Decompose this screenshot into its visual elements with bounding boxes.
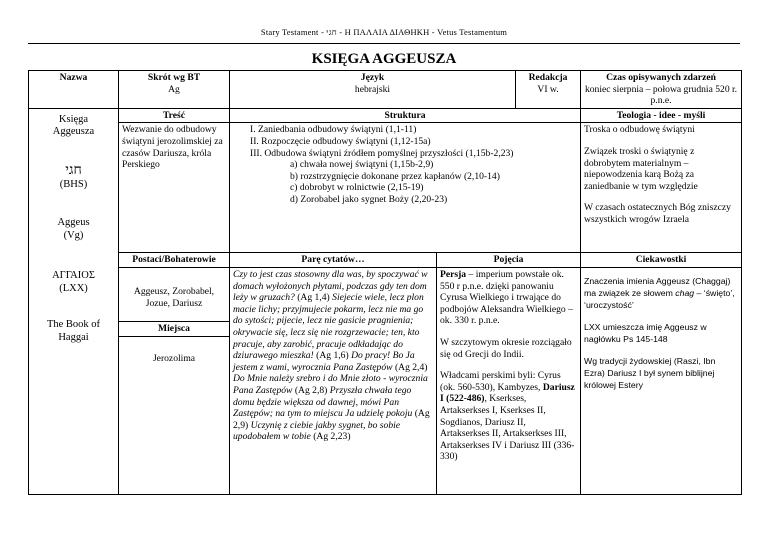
skrot-cell [119, 71, 230, 109]
pojecia-persja-def: – imperium powstałe ok. 550 r p.n.e. dzięki panowaniu Cyrusa Wielkiego i trwające do podbojów Aleksandra Wielkiego – ok. 330 r. p.n.e. [440, 268, 573, 327]
col-header-postaci: Postaci/Bohaterowie [119, 253, 230, 268]
teologia-item: Troska o odbudowę świątyni [584, 124, 695, 136]
redakcja-cell [516, 71, 581, 109]
col-header-struktura: Struktura [230, 108, 581, 123]
pojecia-persja-term: Persja [440, 268, 467, 280]
jezyk-cell [230, 71, 516, 109]
nazwa-english-1: The Book of [46, 319, 101, 331]
nazwa-latin-src: (Vg) [63, 229, 84, 241]
struktura-item: I. Zaniedbania odbudowy świątyni (1,1-11) [250, 124, 417, 136]
struktura-subitem: a) chwała nowej świątyni (1,15b-2,9) [290, 159, 434, 171]
document-header: Stary Testament - חגי - Η ΠΑΛΑΙΑ ΔΙΑΘΗΚΗ - Vetus Testamentum [260, 27, 508, 37]
postaci-value: Aggeusz, Zorobabel, Jozue, Dariusz [133, 285, 215, 309]
nazwa-greek-src: (LXX) [59, 282, 88, 294]
col-header-cytaty: Parę cytatów… [230, 253, 437, 268]
pojecia-persja [440, 269, 577, 327]
postaci-miejsca-cell [119, 267, 230, 494]
col-header-skrot: Skrót wg BT [147, 72, 201, 83]
quote: Przyszła chwała tego domu będzie większa od dawnej, mówi Pan Zastępów; na tym to miejscu Ja udzielę pokoju (Ag 2,9) [233, 384, 430, 431]
pojecia-cell [437, 267, 581, 494]
col-header-pojecia: Pojęcia [437, 253, 581, 268]
quote: Siejecie wiele, lecz plon macie lichy; przyjmujecie pokarm, lecz nie ma go do sytości; pijecie, lecz nie gasicie pragnienia; okrywacie się, lecz się nie rozgrzewacie; ten, kto pracuje, aby zarobić, pracuje odkładając do dziurawego mieszka! (Ag 1,6) [233, 292, 424, 362]
ciekawostki-cell [581, 267, 742, 494]
cytaty-cell [230, 267, 437, 494]
nazwa-latin: Aggeus [57, 217, 90, 229]
nazwa-cell [29, 108, 119, 495]
col-header-czas: Czas opisywanych zdarzeń [606, 72, 716, 83]
col-header-jezyk: Język [360, 72, 385, 83]
redakcja-value: VI w. [537, 83, 559, 95]
czas-value: koniec sierpnia – połowa grudnia 520 r. p.n.e. [584, 83, 738, 107]
nazwa-polish-1: Księga [58, 113, 89, 125]
quote: Do pracy! Bo Ja jestem z wami, wyrocznia Pana Zastępów (Ag 2,4) [233, 350, 428, 373]
struktura-item: III. Odbudowa świątyni źródłem pomyślnej przyszłości (1,15b-2,23) [250, 147, 514, 159]
ciekawostki-item: Wg tradycji żydowskiej (Raszi, Ibn Ezra) Dariusz I był synem biblijnej królowej Estery [584, 355, 716, 390]
quote: Uczynię z ciebie jakby sygnet, bo sobie upodobałem w tobie (Ag 2,23) [233, 419, 401, 443]
quote: Czy to jest czas stosowny dla was, by spoczywać w domach wyłożonych płytami, podczas gdy ten dom leży w gruzach? (Ag 1,4) [233, 268, 428, 304]
struktura-subitem: c) dobrobyt w rolnictwie (2,15-19) [290, 182, 424, 194]
quote: Do Mnie należy srebro i do Mnie złoto - wyrocznia Pana Zastępów (Ag 2,8) [233, 373, 428, 396]
book-info-table [28, 70, 742, 495]
skrot-value: Ag [168, 83, 180, 95]
struktura-subitem: d) Zorobabel jako sygnet Boży (2,20-23) [290, 193, 448, 205]
jezyk-value: hebrajski [354, 83, 391, 95]
miejsca-value: Jerozolima [152, 352, 196, 364]
tresc-text: Wezwanie do odbudowy świątyni jerozolimskiej za czasów Dariusza, króla Perskiego [119, 123, 230, 253]
nazwa-english-2: Haggai [58, 331, 89, 343]
nazwa-hebrew: חגי [65, 162, 82, 178]
pojecia-wladcy: Władcami perskimi byli: Cyrus (ok. 560-530), Kambyzes, Dariusz I (522-486), Kserkses, Artakserkses I, Kserkses II, Sogdianos, Dariusz II, Artakserkses II, Artakserkses III, Artakserkses IV i Dariusz III (336-330) [440, 370, 575, 463]
pojecia-okres: W szczytowym okresie rozciągało się od Grecji do Indii. [440, 336, 572, 360]
col-header-ciekawostki: Ciekawostki [581, 253, 742, 268]
header-divider [28, 43, 740, 44]
col-header-redakcja: Redakcja [528, 72, 568, 83]
col-header-miejsca: Miejsca [119, 321, 229, 337]
czas-cell [581, 71, 742, 109]
struktura-item: II. Rozpoczęcie odbudowy świątyni (1,12-15a) [250, 135, 431, 147]
nazwa-greek: ΑΓΓΑΙΟΣ [52, 270, 95, 282]
nazwa-polish-2: Aggeusza [52, 126, 95, 138]
col-header-teologia: Teologia - idee - myśli [581, 108, 742, 123]
nazwa-bhs: (BHS) [59, 178, 88, 190]
teologia-item: Związek troski o świątynię z dobrobytem materialnym – niepowodzenia karą Bożą za zaniedbanie w tym względzie [584, 145, 698, 192]
ciekawostki-item: LXX umieszcza imię Aggeusz w nagłówku Ps 145-148 [584, 321, 707, 344]
struktura-subitem: b) rozstrzygnięcie dokonane przez kapłanów (2,10-14) [290, 170, 500, 182]
col-header-nazwa: Nazwa [29, 71, 119, 109]
page-title: KSIĘGA AGGEUSZA [311, 51, 457, 67]
col-header-tresc: Treść [119, 108, 230, 123]
ciekawostki-item: Znaczenia imienia Aggeusz (Chaggaj) ma związek ze słowem chag – ‘święto’, ‘uroczystość’ [584, 275, 735, 310]
teologia-item: W czasach ostatecznych Bóg zniszczy wszystkich wrogów Izraela [584, 202, 731, 225]
teologia-list [581, 123, 742, 253]
struktura-list [230, 123, 581, 253]
